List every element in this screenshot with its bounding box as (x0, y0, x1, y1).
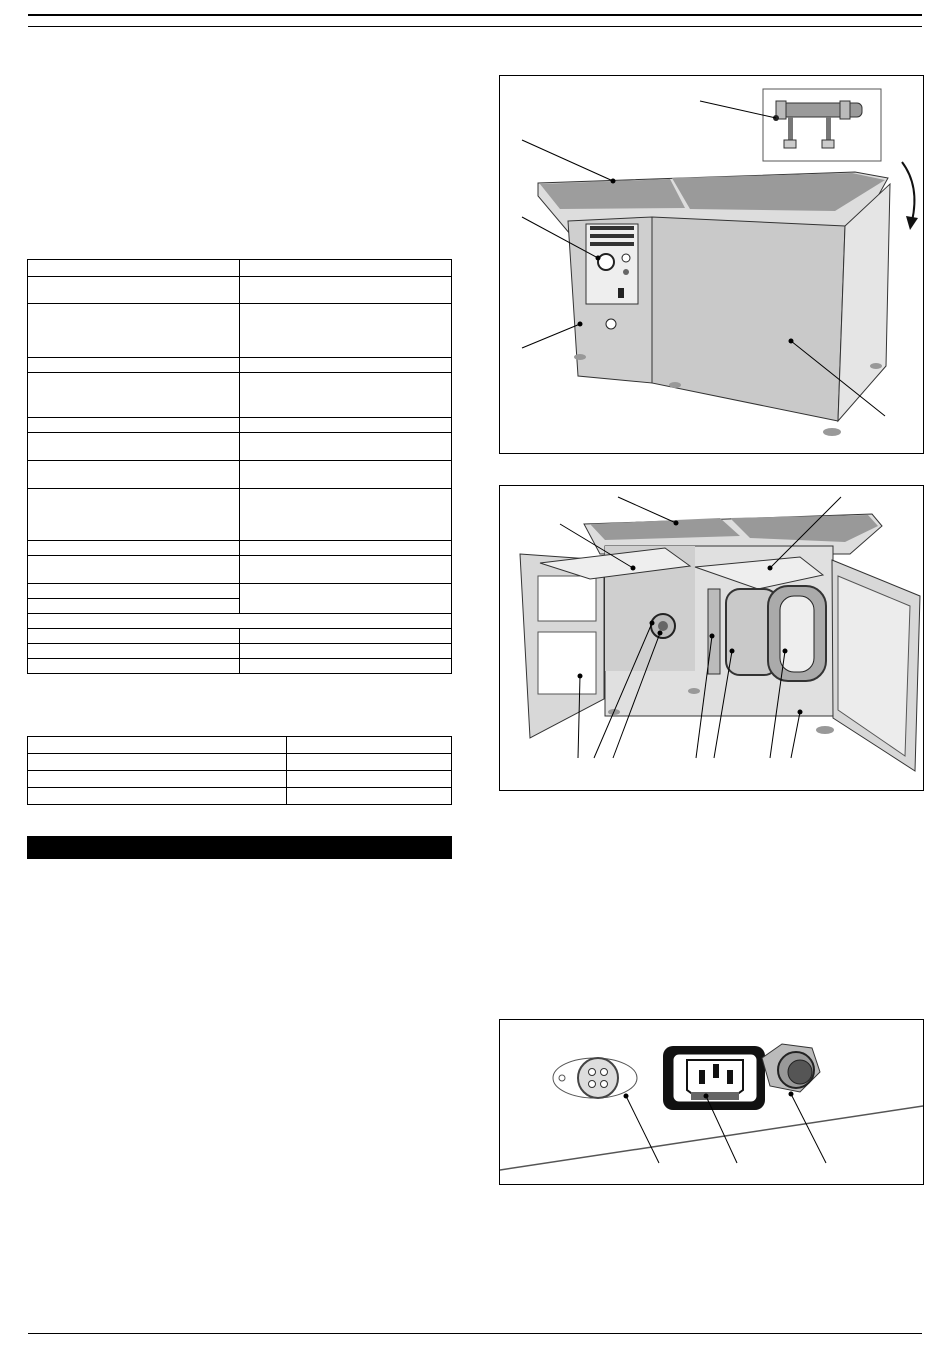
table-row (28, 584, 452, 599)
table-row (28, 754, 452, 771)
table-row (28, 373, 452, 418)
specification-table (27, 259, 452, 674)
table-row (28, 489, 452, 541)
table-row (28, 644, 452, 659)
table-row (28, 771, 452, 788)
figure-rear-connectors (499, 1019, 924, 1185)
table-row (28, 614, 452, 629)
accessories-table (27, 736, 452, 805)
table-row (28, 461, 452, 489)
figure-table-front-view (499, 75, 924, 454)
table-row (28, 788, 452, 805)
table-row (28, 629, 452, 644)
section-heading-bar (27, 836, 452, 859)
footer-rule (28, 1333, 922, 1334)
table-row (28, 260, 452, 277)
table-row (28, 541, 452, 556)
table-row (28, 433, 452, 461)
table-row (28, 556, 452, 584)
table-row (28, 418, 452, 433)
figure-open-cabinet-view (499, 485, 924, 791)
table-row (28, 659, 452, 674)
table-row (28, 737, 452, 754)
table-row (28, 358, 452, 373)
header-rule-top (28, 14, 922, 16)
header-rule-bottom (28, 26, 922, 27)
table-row (28, 304, 452, 358)
table-row (28, 277, 452, 304)
